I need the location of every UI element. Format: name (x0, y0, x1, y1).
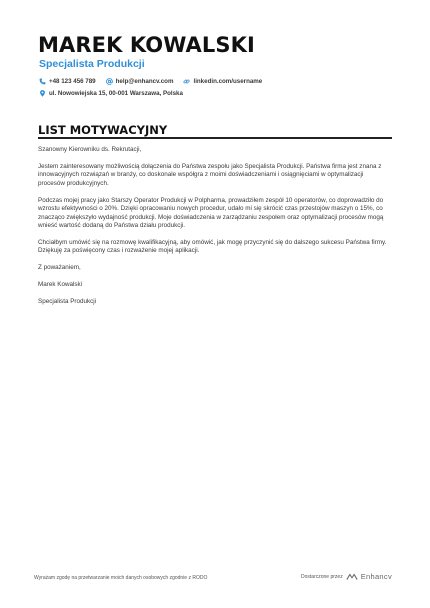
letter-closing: Z poważaniem, (38, 264, 81, 272)
phone-text: +48 123 456 789 (49, 77, 96, 85)
gdpr-consent: Wyrażam zgodę na przetwarzanie moich danych osobowych zgodnie z RODO (34, 575, 208, 581)
letter-body (38, 146, 390, 315)
candidate-name: MAREK KOWALSKI (38, 33, 255, 57)
signature-title: Specjalista Produkcji (38, 298, 97, 306)
location-pin-icon (39, 90, 46, 97)
link-icon (183, 78, 190, 85)
letter-paragraph: Podczas mojej pracy jako Starszy Operator Produkcji w Polpharma, prowadziłem zespół 10 operatorów, co doprowadziło do wzrostu efektywności o 20%. Dzięki opracowaniu nowych procedur, udało mi się skrócić czas przestojów maszyn o 15%, co znacząco zwiększyło wydajność produkcji. Moje doświadczenia w zarządzaniu zespołem oraz optymalizacji procesów mogą wnieść wartość dodaną do Państwa działu produkcji. (38, 196, 384, 230)
enhancv-logo-icon (346, 573, 358, 581)
contact-row-address (39, 88, 183, 98)
section-divider (38, 137, 392, 139)
contact-row-primary (39, 76, 262, 86)
powered-by[interactable] (301, 572, 392, 581)
letter-paragraph: Jestem zainteresowany możliwością dołączenia do Państwa zespołu jako Specjalista Produkcji. Państwa firma jest znana z innowacyjnych rozwiązań w branży, co doskonale współgra z moimi doświadczeniami i osiągnięciami w optymalizacji procesów produkcyjnych. (38, 163, 382, 187)
section-title: LIST MOTYWACYJNY (38, 123, 168, 137)
contact-email[interactable] (106, 78, 174, 85)
phone-icon (39, 78, 46, 85)
signature-name: Marek Kowalski (38, 281, 83, 289)
email-text: help@enhancv.com (115, 77, 174, 85)
contact-linkedin[interactable] (183, 78, 262, 85)
address-text: ul. Nowowiejska 15, 00-001 Warszawa, Polska (49, 89, 183, 97)
contact-address (39, 90, 183, 97)
brand-name: Enhancv (360, 572, 392, 581)
linkedin-text: linkedin.com/username (193, 77, 263, 85)
letter-greeting: Szanowny Kierowniku ds. Rekrutacji, (38, 146, 142, 153)
contact-phone[interactable] (39, 78, 96, 85)
powered-by-label: Dostarczone przez (301, 573, 343, 580)
job-title: Specjalista Produkcji (39, 58, 145, 70)
at-sign-icon (106, 78, 113, 85)
letter-paragraph: Chciałbym umówić się na rozmowę kwalifikacyjną, aby omówić, jak mogę przyczynić się do dalszego sukcesu Państwa firmy. Dziękuję za poświęcony czas i rozważenie mojej aplikacji. (38, 239, 387, 255)
